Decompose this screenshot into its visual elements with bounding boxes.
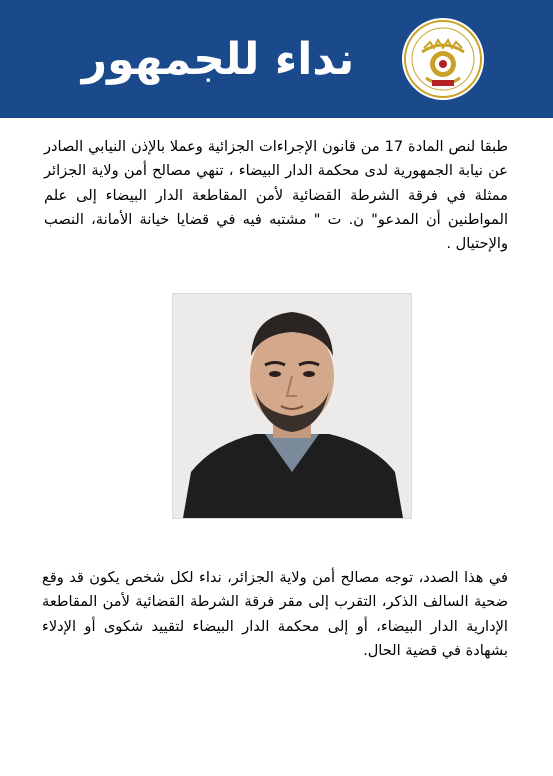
suspect-photo-icon — [172, 293, 412, 519]
police-emblem-icon — [402, 18, 484, 100]
notice-paragraph-intro: طبقا لنص المادة 17 من قانون الإجراءات الجزائية وعملا بالإذن النيابي الصادر عن نيابة الجمهورية لدى محكمة الدار البيضاء ، تنهي مصالح أمن ولاية الجزائر ممثلة في فرقة الشرطة القضائية لأمن المقاطعة الدار البيضاء إلى علم المواطنين أن المدعو" ن. ت " مشتبه فيه في قضايا خيانة الأمانة، النصب والإحتيال . — [44, 138, 508, 253]
page-title: نداء للجمهور — [81, 34, 355, 85]
notice-paragraph-appeal: في هذا الصدد، توجه مصالح أمن ولاية الجزائر، نداء لكل شخص يكون قد وقع ضحية السالف الذكر، التقرب إلى مقر فرقة الشرطة القضائية لأمن المقاطعة الإدارية الدار البيضاء، أو إلى محكمة الدار البيضاء لتقييد شكوى أو الإدلاء بشهادة في قضية الحال. — [42, 569, 508, 659]
header-banner — [0, 0, 553, 118]
